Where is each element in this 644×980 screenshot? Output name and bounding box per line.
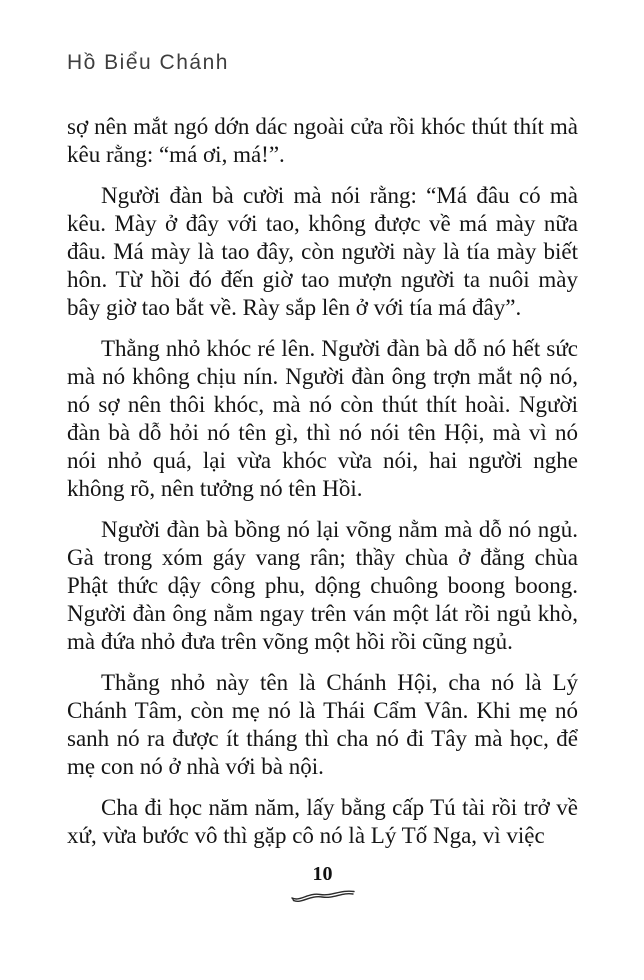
page-footer (67, 863, 578, 905)
body-paragraph: Thằng nhỏ khóc ré lên. Người đàn bà dỗ nó hết sức mà nó không chịu nín. Người đàn ông trợn mắt nộ nó, nó sợ nên thôi khóc, mà nó còn thút thít hoài. Người đàn bà dỗ hỏi nó tên gì, thì nó nói tên Hội, mà vì nó nói nhỏ quá, lại vừa khóc vừa nói, hai người nghe không rõ, nên tưởng nó tên Hồi. (67, 336, 578, 501)
squiggle-flourish-icon (67, 885, 578, 905)
page-header-author: Hồ Biểu Chánh (67, 51, 229, 74)
body-paragraph: Thằng nhỏ này tên là Chánh Hội, cha nó là Lý Chánh Tâm, còn mẹ nó là Thái Cẩm Vân. Khi mẹ nó sanh nó ra được ít tháng thì cha nó đi Tây mà học, để mẹ con nó ở nhà với bà nội. (67, 670, 578, 779)
body-paragraph: Người đàn bà bồng nó lại võng nằm mà dỗ nó ngủ. Gà trong xóm gáy vang rân; thầy chùa ở đằng chùa Phật thức dậy công phu, dộng chuông boong boong. Người đàn ông nằm ngay trên ván một lát rồi ngủ khò, mà đứa nhỏ đưa trên võng một hồi rồi cũng ngủ. (67, 517, 578, 654)
page-body (67, 113, 578, 850)
body-paragraph: sợ nên mắt ngó dớn dác ngoài cửa rồi khóc thút thít mà kêu rằng: “má ơi, má!”. (67, 114, 578, 167)
page-number: 10 (312, 863, 333, 885)
body-paragraph: Người đàn bà cười mà nói rằng: “Má đâu có mà kêu. Mày ở đây với tao, không được về má mày nữa đâu. Má mày là tao đây, còn người này là tía mày biết hôn. Từ hồi đó đến giờ tao mượn người ta nuôi mày bây giờ tao bắt về. Rày sắp lên ở với tía má đây”. (67, 183, 578, 320)
body-paragraph: Cha đi học năm năm, lấy bằng cấp Tú tài rồi trở về xứ, vừa bước vô thì gặp cô nó là Lý Tố Nga, vì việc (67, 795, 578, 848)
